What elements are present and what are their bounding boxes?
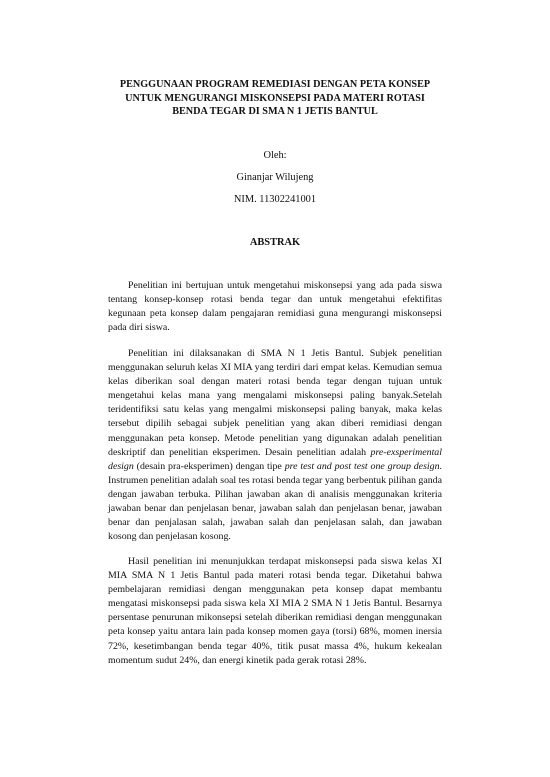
paragraph-2-italic-2: pre test and post test one group design bbox=[284, 460, 440, 472]
title-line-2: UNTUK MENGURANGI MISKONSEPSI PADA MATERI ROTASI bbox=[125, 92, 425, 104]
author-nim: NIM. 11302241001 bbox=[233, 194, 317, 205]
document-title bbox=[100, 78, 450, 119]
author-label: Oleh: bbox=[263, 150, 287, 161]
title-line-3: BENDA TEGAR DI SMA N 1 JETIS BANTUL bbox=[172, 106, 378, 117]
abstract-paragraph-2 bbox=[108, 347, 442, 544]
title-line-1: PENGGUNAAN PROGRAM REMEDIASI DENGAN PETA KONSEP bbox=[119, 79, 431, 90]
abstract-heading: ABSTRAK bbox=[249, 237, 301, 248]
paragraph-2-italic-1: pre-exsperimental design bbox=[108, 446, 442, 472]
paragraph-2-text-2: (desain pra-eksperimen) dengan tipe bbox=[133, 460, 285, 472]
author-name: Ginanjar Wilujeng bbox=[236, 172, 314, 183]
paragraph-2-text-3: . Instrumen penelitian adalah soal tes rotasi benda tegar yang berbentuk pilihan ganda dengan jawaban terbuka. Pilihan jawaban akan di analisis menggunakan kriteria jawaban benar dan penjelasan benar, jawaban salah dan penjelasan benar, jawaban benar dan penjalasan salah, jawaban salah dan penjelasan salah, dan jawaban kosong dan penjelasan kosong. bbox=[108, 460, 442, 543]
paragraph-2-text-1: Penelitian ini dilaksanakan di SMA N 1 Jetis Bantul. Subjek penelitian menggunakan seluruh kelas XI MIA yang terdiri dari empat kelas. Kemudian semua kelas diberikan soal dengan materi rotasi benda tegar dengan tujuan untuk mengetahui kelas mana yang mengalami miskonsepsi paling banyak.Setelah teridentifiksi satu kelas yang mengalmi miskonsepsi paling banyak, maka kelas tersebut dipilih sebagai subjek penelitian yang akan diberi remidiasi dengan menggunakan peta konsep. Metode penelitian yang digunakan adalah penelitian deskriptif dan penelitian eksperimen. Desain penelitian adalah bbox=[108, 348, 442, 458]
abstract-paragraph-3: Hasil penelitian ini menunjukkan terdapat miskonsepsi pada siswa kelas XI MIA SMA N 1 Jetis Bantul pada materi rotasi benda tegar. Diketahui bahwa pembelajaran remidiasi dengan menggunakan peta konsep dapat membantu mengatasi miskonsepsi pada siswa kela XI MIA 2 SMA N 1 Jetis Bantul. Besarnya persentase penurunan mikonsepsi setelah diberikan remidiasi dengan menggunakan peta konsep yaitu antara lain pada konsep momen gaya (torsi) 68%, momen inersia 72%, kesetimbangan benda tegar 40%, titik pusat massa 4%, hukum kekealan momentum sudut 24%, dan energi kinetik pada gerak rotasi 28%. bbox=[108, 556, 442, 666]
abstract-paragraph-1: Penelitian ini bertujuan untuk mengetahui miskonsepsi yang ada pada siswa tentang konsep-konsep rotasi benda tegar dan untuk mengetahui efektifitas kegunaan peta konsep dalam pengajaran remidiasi guna mengurangi miskonsepsi pada diri siswa. bbox=[108, 280, 442, 334]
